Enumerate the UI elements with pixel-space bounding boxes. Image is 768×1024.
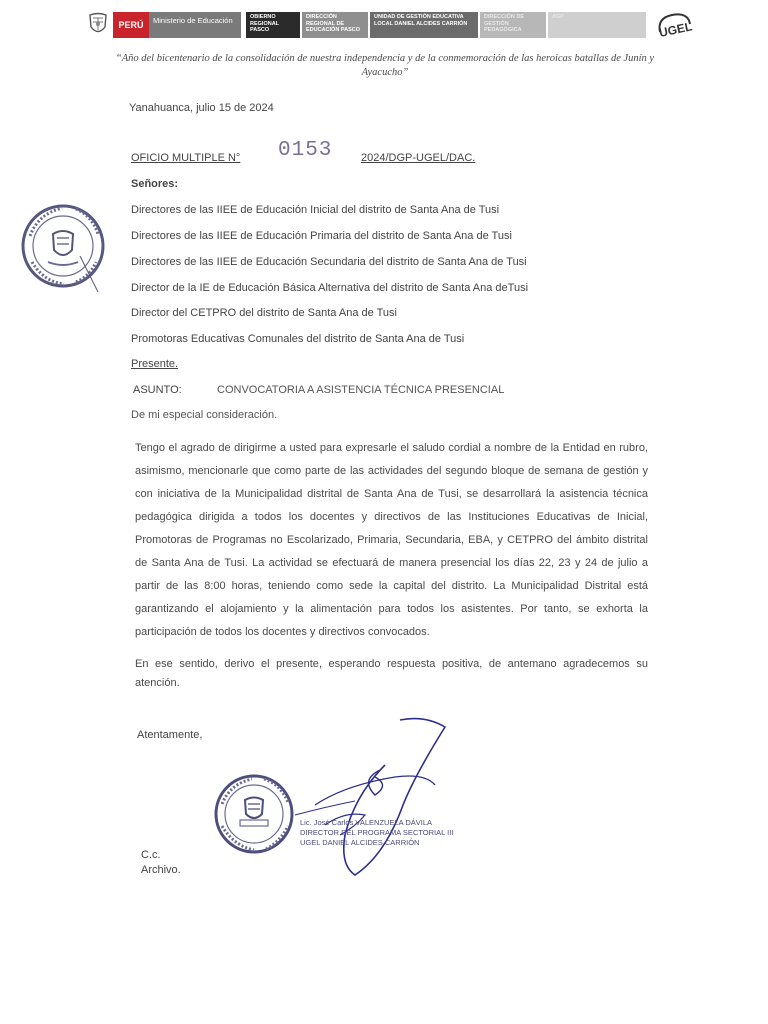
oficio-number-stamp: 0153 — [278, 139, 333, 162]
signatory-org: UGEL DANIEL ALCIDES CARRIÓN — [300, 838, 420, 847]
salutation: Señores: — [131, 178, 179, 190]
recipient-line: Promotoras Educativas Comunales del distrito de Santa Ana de Tusi — [131, 333, 465, 345]
recipient-line: Directores de las IIEE de Educación Inicial del distrito de Santa Ana de Tusi — [131, 204, 500, 216]
svg-text:UGEL: UGEL — [657, 19, 694, 40]
body-paragraph: En ese sentido, derivo el presente, esperando respuesta positiva, de antemano agradecemos su atención. — [135, 658, 648, 689]
header-block-dgp: DIRECCIÓN DE GESTIÓN PEDAGÓGICA — [480, 12, 546, 38]
recipient-line: Directores de las IIEE de Educación Primaria del distrito de Santa Ana de Tusi — [131, 230, 512, 242]
oficio-prefix: OFICIO MULTIPLE N° — [131, 152, 241, 164]
handwritten-signature-icon — [285, 715, 465, 885]
body-paragraph: Tengo el agrado de dirigirme a usted para expresarle el saludo cordial a nombre de la Entidad en rubro, asimismo, mencionarle que como parte de las actividades del segundo bloque de semana de gestión y con iniciativa de la Municipalidad distrital de Santa Ana de Tusi, se desarrollará la asistencia técnica pedagógica dirigida a todos los docentes y directivos de las Instituciones Educativas de Inicial, Promotoras de Programas no Escolarizado, Primaria, Secundaria, EBA, y CETPRO del ámbito distrital de Santa Ana de Tusi. La actividad se efectuará de manera presencial los días 22, 23 y 24 de julio a partir de las 8:00 horas, teniendo como sede la capital del distrito. La Municipalidad Distrital está garantizando el alojamiento y la alimentación para todos los asistentes. Por tanto, se exhorta la participación de todos los docentes y directivos convocados. — [135, 442, 648, 638]
header-block-dre: DIRECCIÓN REGIONAL DE EDUCACIÓN PASCO — [302, 12, 368, 38]
signatory-name: Lic. José Carlos VALENZUELA DÁVILA — [300, 818, 432, 827]
header-block-government: OBIERNO REGIONAL PASCO — [246, 12, 300, 38]
official-stamp-left-icon — [18, 200, 108, 292]
archivo-label: Archivo. — [141, 864, 181, 876]
recipient-line: Director de la IE de Educación Básica Alternativa del distrito de Santa Ana deTusi — [131, 282, 529, 294]
recipient-line: Director del CETPRO del distrito de Santa Ana de Tusi — [131, 307, 397, 319]
peru-coat-of-arms-icon — [86, 12, 110, 38]
signature-block — [300, 818, 453, 848]
country-badge: PERÚ — [113, 12, 149, 38]
signatory-title: DIRECTOR DEL PROGRAMA SECTORIAL III — [300, 828, 454, 837]
presente-label: Presente. — [131, 358, 179, 370]
asunto-value: CONVOCATORIA A ASISTENCIA TÉCNICA PRESENCIAL — [217, 384, 505, 396]
ugel-logo-icon — [654, 10, 696, 42]
recipient-line: Directores de las IIEE de Educación Secundaria del distrito de Santa Ana de Tusi — [131, 256, 527, 268]
consideration-line: De mi especial consideración. — [131, 409, 278, 421]
letter-date: Yanahuanca, julio 15 de 2024 — [129, 102, 274, 114]
closing: Atentamente, — [137, 729, 203, 741]
cc-label: C.c. — [141, 849, 161, 861]
header-block-agp: AGP — [548, 12, 646, 38]
ministry-badge: Ministerio de Educación — [149, 12, 241, 38]
asunto-label: ASUNTO: — [133, 384, 182, 396]
year-motto: “Año del bicentenario de la consolidación de nuestra independencia y de la conmemoración de las heroicas batallas de Junín y Ayacucho” — [115, 53, 655, 78]
header-block-ugel: UNIDAD DE GESTIÓN EDUCATIVA LOCAL DANIEL ALCIDES CARRIÓN — [370, 12, 478, 38]
oficio-suffix: 2024/DGP-UGEL/DAC. — [361, 152, 476, 164]
